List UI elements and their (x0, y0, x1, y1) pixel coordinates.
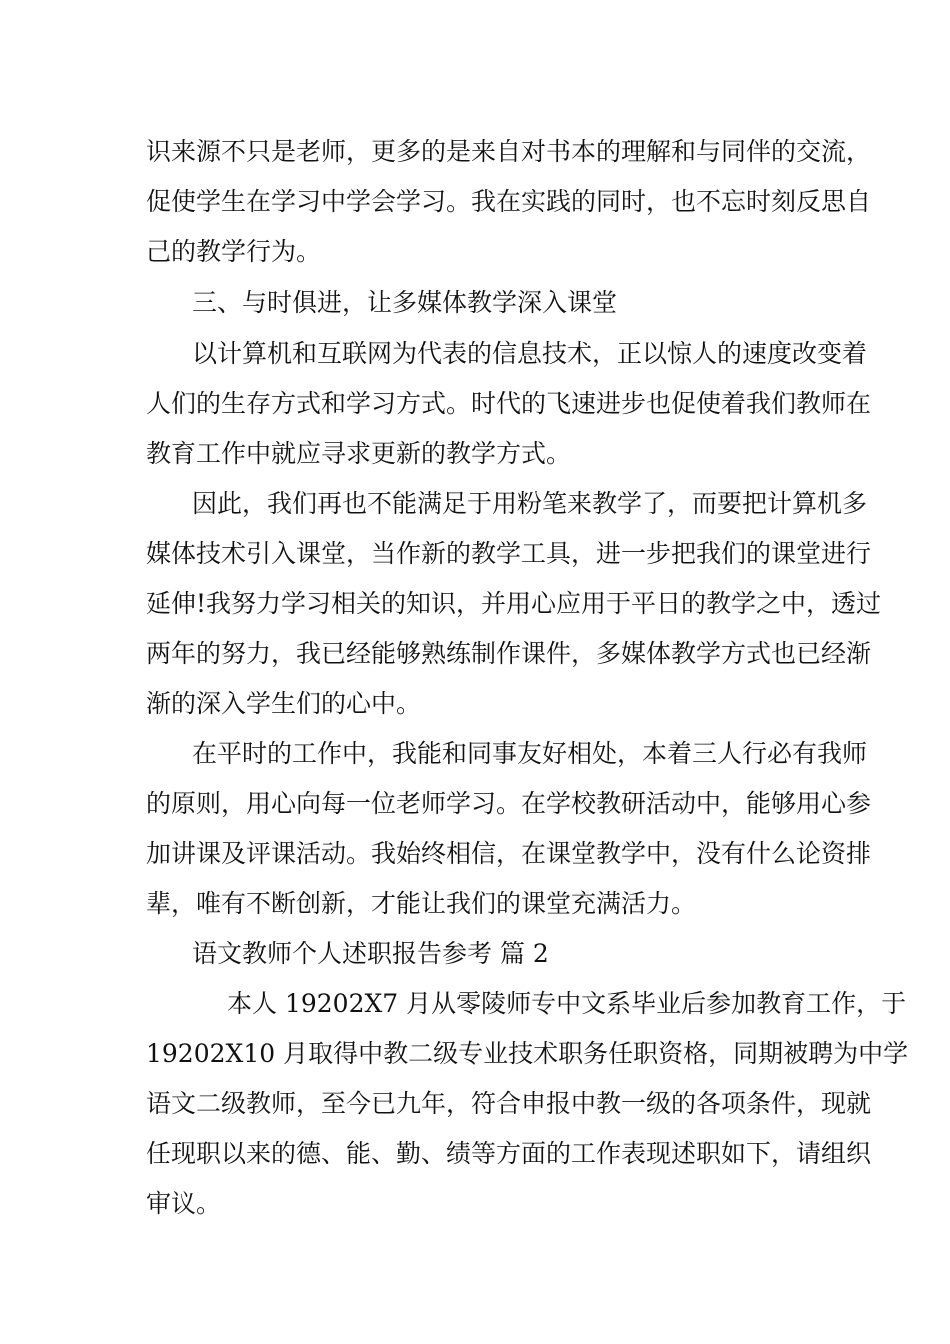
text-line: 人们的生存方式和学习方式。时代的飞速进步也促使着我们教师在 (146, 389, 872, 418)
text-line: 渐的深入学生们的心中。 (146, 689, 422, 718)
text-line: 任现职以来的德、能、勤、绩等方面的工作表现述职如下，请组织 (146, 1139, 872, 1168)
text-line: 媒体技术引入课堂，当作新的教学工具，进一步把我们的课堂进行 (146, 539, 872, 568)
paragraph-first-line: 在平时的工作中，我能和同事友好相处，本着三人行必有我师 (192, 739, 868, 768)
paragraph-first-line: 因此，我们再也不能满足于用粉笔来教学了，而要把计算机多 (192, 489, 868, 518)
text-line: 延伸!我努力学习相关的知识，并用心应用于平日的教学之中，透过 (146, 589, 882, 618)
text-line: 促使学生在学习中学会学习。我在实践的同时，也不忘时刻反思自 (146, 187, 872, 216)
text-line: 审议。 (146, 1189, 222, 1218)
text-line: 加讲课及评课活动。我始终相信，在课堂教学中，没有什么论资排 (146, 839, 872, 868)
text-line: 语文二级教师，至今已九年，符合申报中教一级的各项条件，现就 (146, 1089, 872, 1118)
text-line: 的原则，用心向每一位老师学习。在学校教研活动中，能够用心参 (146, 789, 872, 818)
text-line: 己的教学行为。 (146, 237, 322, 266)
text-line: 辈，唯有不断创新，才能让我们的课堂充满活力。 (146, 889, 697, 918)
text-line: 19202X10 月取得中教二级专业技术职务任职资格，同期被聘为中学 (146, 1039, 909, 1068)
section-title: 语文教师个人述职报告参考 篇 2 (192, 939, 549, 968)
text-line: 两年的努力，我已经能够熟练制作课件，多媒体教学方式也已经渐 (146, 639, 872, 668)
paragraph-first-line: 本人 19202X7 月从零陵师专中文系毕业后参加教育工作，于 (227, 989, 907, 1018)
text-line: 识来源不只是老师，更多的是来自对书本的理解和与同伴的交流， (146, 137, 872, 166)
section-heading: 三、与时俱进，让多媒体教学深入课堂 (192, 288, 618, 317)
paragraph-first-line: 以计算机和互联网为代表的信息技术，正以惊人的速度改变着 (192, 339, 868, 368)
text-line: 教育工作中就应寻求更新的教学方式。 (146, 439, 572, 468)
